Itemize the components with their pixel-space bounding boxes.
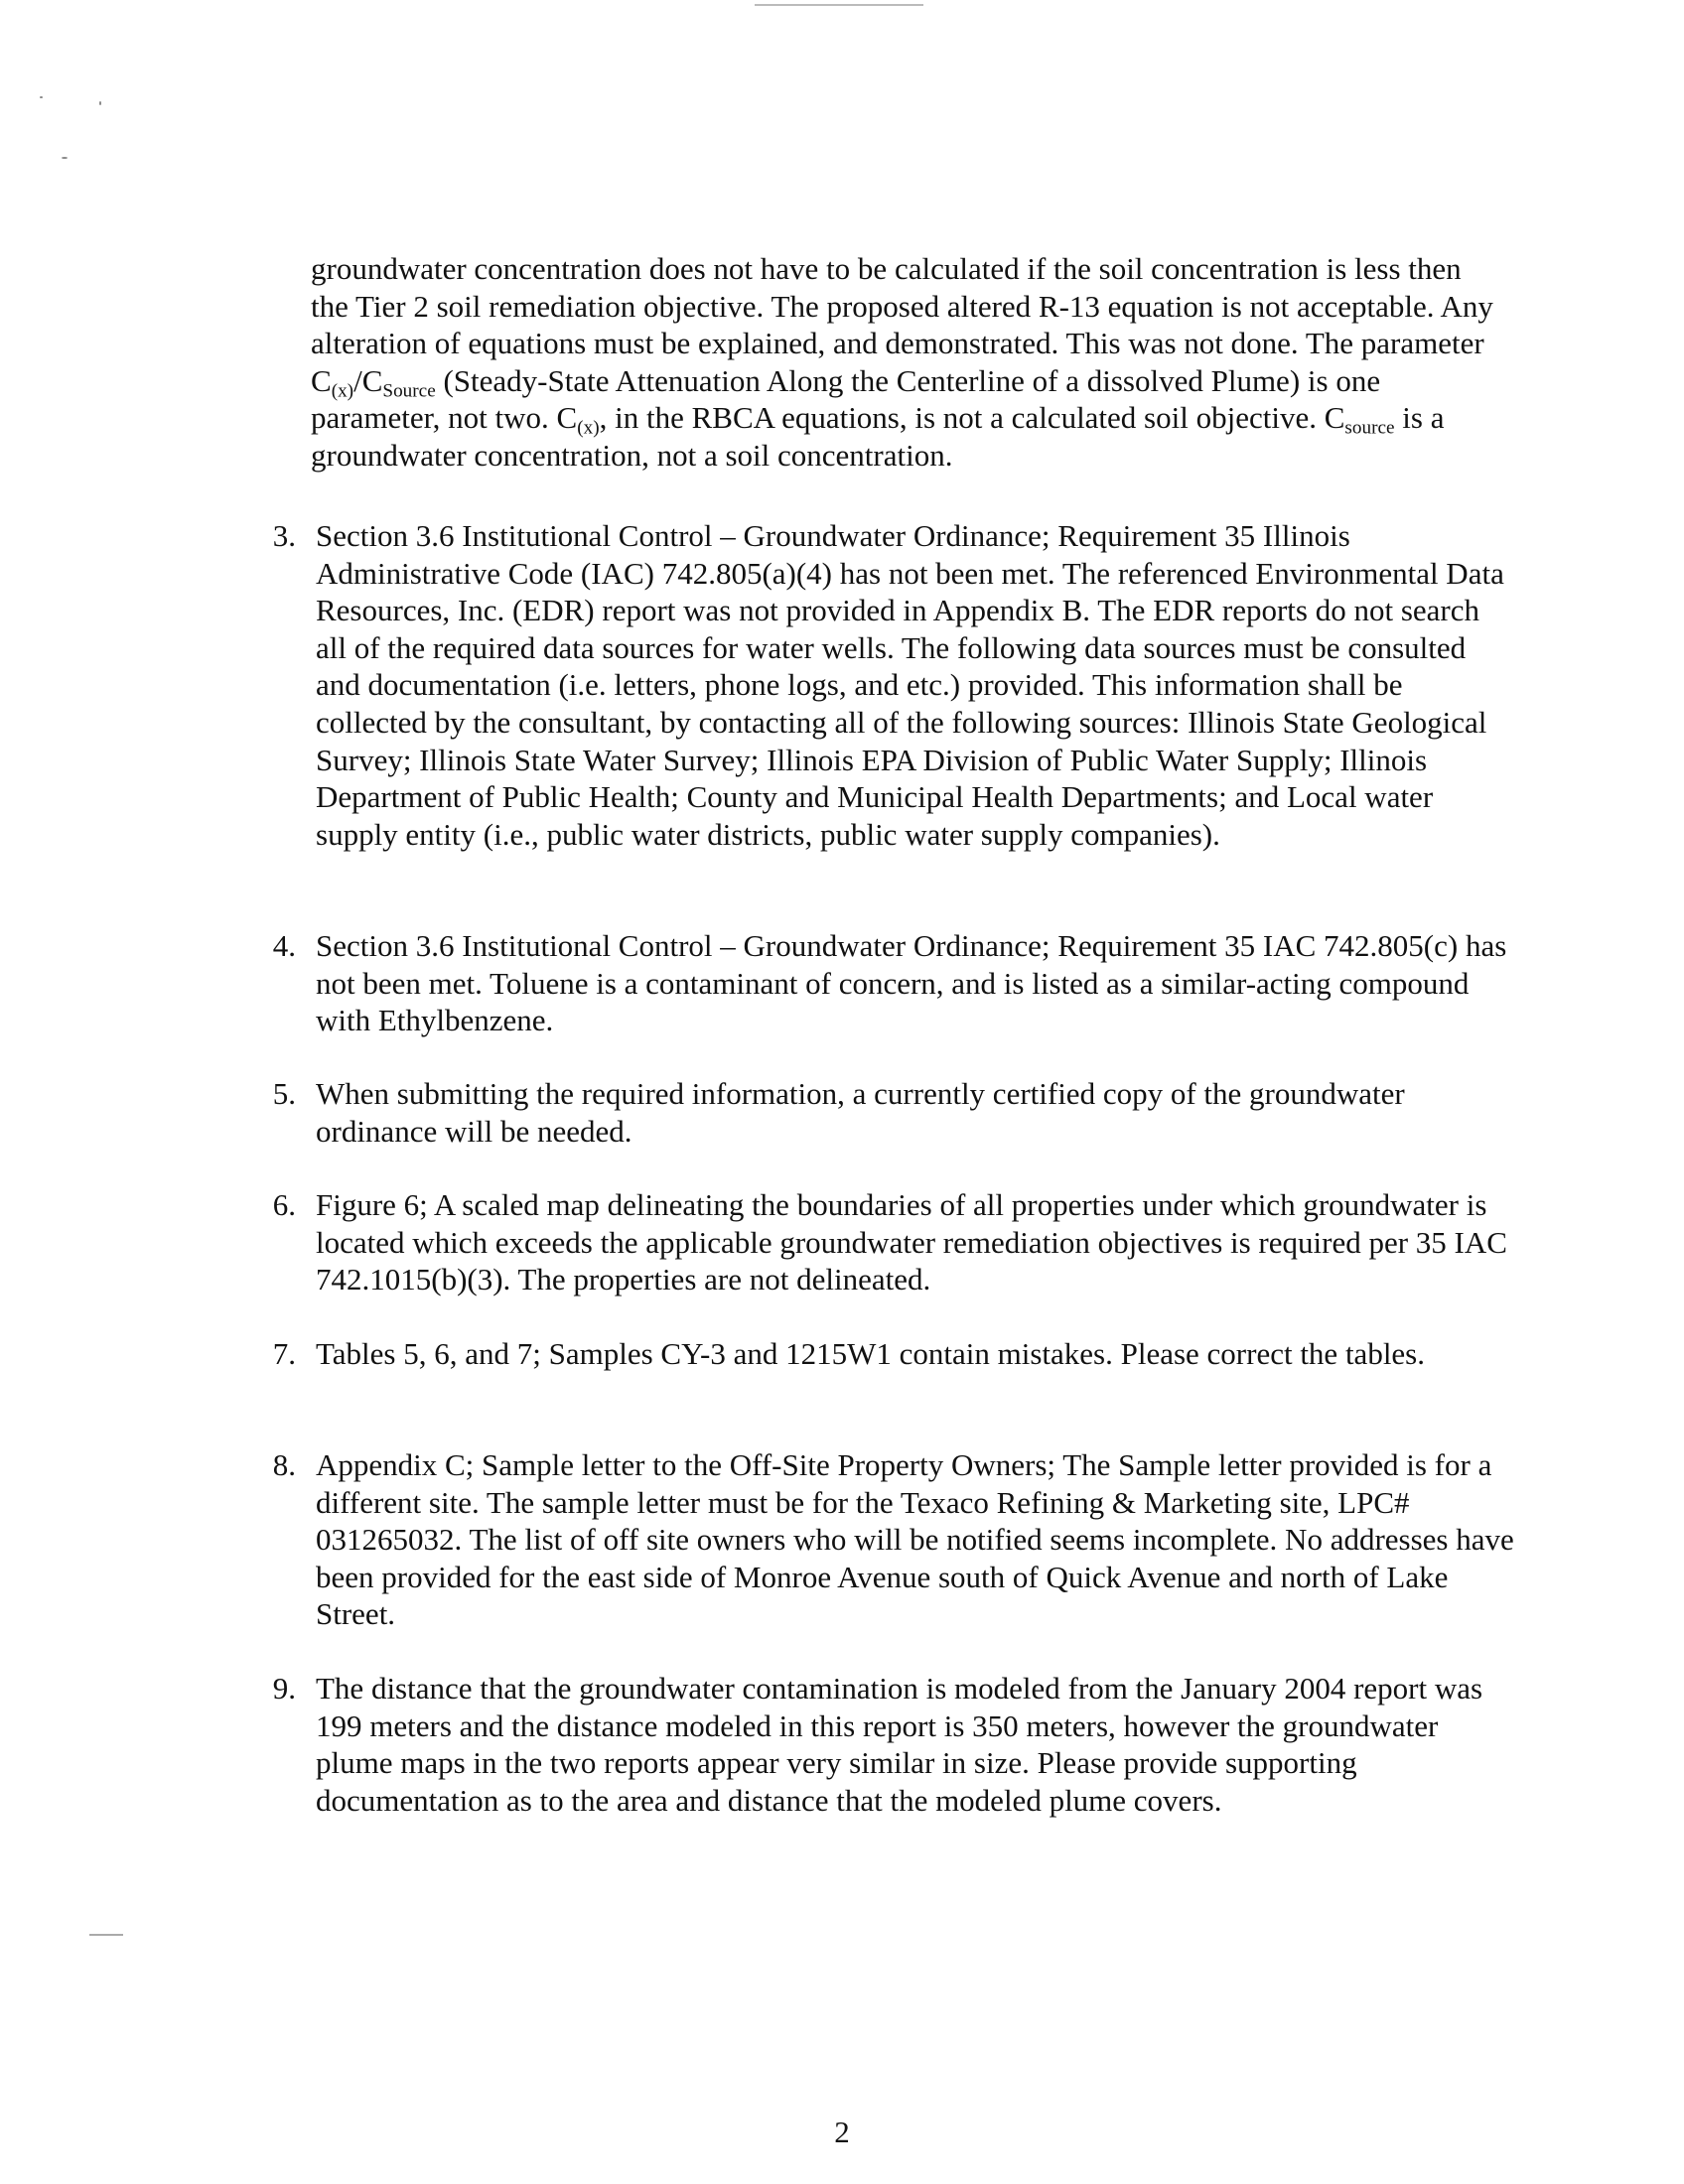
- scan-speck: [40, 96, 43, 98]
- item-number: 5.: [272, 1076, 296, 1111]
- list-item: [246, 1075, 1517, 1150]
- item-text: When submitting the required information, a currently certified copy of the groundwater ordinance will be needed.: [316, 1076, 1405, 1149]
- intro-paragraph: groundwater concentration does not have to be calculated if the soil concentration is less then the Tier 2 soil remediation objective. The proposed altered R-13 equation is not acceptable. Any alteration of equations must be explained, and demonstrated. This was not done. The parameter $C_{(x)}/C_{Source}$ (Steady-State Attenuation Along the Centerline of a dissolved Plume) is one parameter, not two. $C_{(x)}$, in the RBCA equations, is not a calculated soil objective. $C_{source}$ is a groundwater concentration, not a soil concentration.: [311, 251, 1493, 473]
- list-item: [246, 1335, 1517, 1373]
- item-number: 8.: [272, 1447, 296, 1482]
- item-text: Appendix C; Sample letter to the Off-Site Property Owners; The Sample letter provided is for a different site. The sample letter must be for the Texaco Refining & Marketing site, LPC# 031265032. The list of off site owners who will be notified seems incomplete. No addresses have been provided for the east side of Monroe Avenue south of Quick Avenue and north of Lake Street.: [316, 1447, 1514, 1632]
- item-number: 4.: [272, 928, 296, 963]
- scan-speck: [62, 157, 68, 159]
- scan-speck: [89, 1934, 123, 1936]
- scan-speck: [99, 101, 101, 105]
- item-text: Tables 5, 6, and 7; Samples CY-3 and 1215W1 contain mistakes. Please correct the tables.: [316, 1336, 1425, 1371]
- item-text: Figure 6; A scaled map delineating the boundaries of all properties under which groundwater is located which exceeds the applicable groundwater remediation objectives is required per 35 IAC 742.1015(b)(3). The properties are not delineated.: [316, 1187, 1507, 1297]
- list-item: [246, 1186, 1517, 1298]
- list-item: [246, 517, 1517, 853]
- list-item: [246, 1446, 1517, 1633]
- item-text: Section 3.6 Institutional Control – Groundwater Ordinance; Requirement 35 Illinois Administrative Code (IAC) 742.805(a)(4) has not been met. The referenced Environmental Data Resources, Inc. (EDR) report was not provided in Appendix B. The EDR reports do not search all of the required data sources for water wells. The following data sources must be consulted and documentation (i.e. letters, phone logs, and etc.) provided. This information shall be collected by the consultant, by contacting all of the following sources: Illinois State Geological Survey; Illinois State Water Survey; Illinois EPA Division of Public Water Supply; Illinois Department of Public Health; County and Municipal Health Departments; and Local water supply entity (i.e., public water districts, public water supply companies).: [316, 518, 1504, 852]
- item-number: 6.: [272, 1187, 296, 1222]
- page-number: 2: [834, 2115, 850, 2149]
- scan-speck: [755, 4, 923, 6]
- list-item: [246, 1670, 1517, 1819]
- item-text: Section 3.6 Institutional Control – Groundwater Ordinance; Requirement 35 IAC 742.805(c) has not been met. Toluene is a contaminant of concern, and is listed as a similar-acting compound with Ethylbenzene.: [316, 928, 1507, 1038]
- item-number: 9.: [272, 1671, 296, 1706]
- item-number: 7.: [272, 1336, 296, 1371]
- item-number: 3.: [272, 518, 296, 553]
- item-text: The distance that the groundwater contamination is modeled from the January 2004 report was 199 meters and the distance modeled in this report is 350 meters, however the groundwater plume maps in the two reports appear very similar in size. Please provide supporting documentation as to the area and distance that the modeled plume covers.: [316, 1671, 1483, 1818]
- list-item: [246, 927, 1517, 1039]
